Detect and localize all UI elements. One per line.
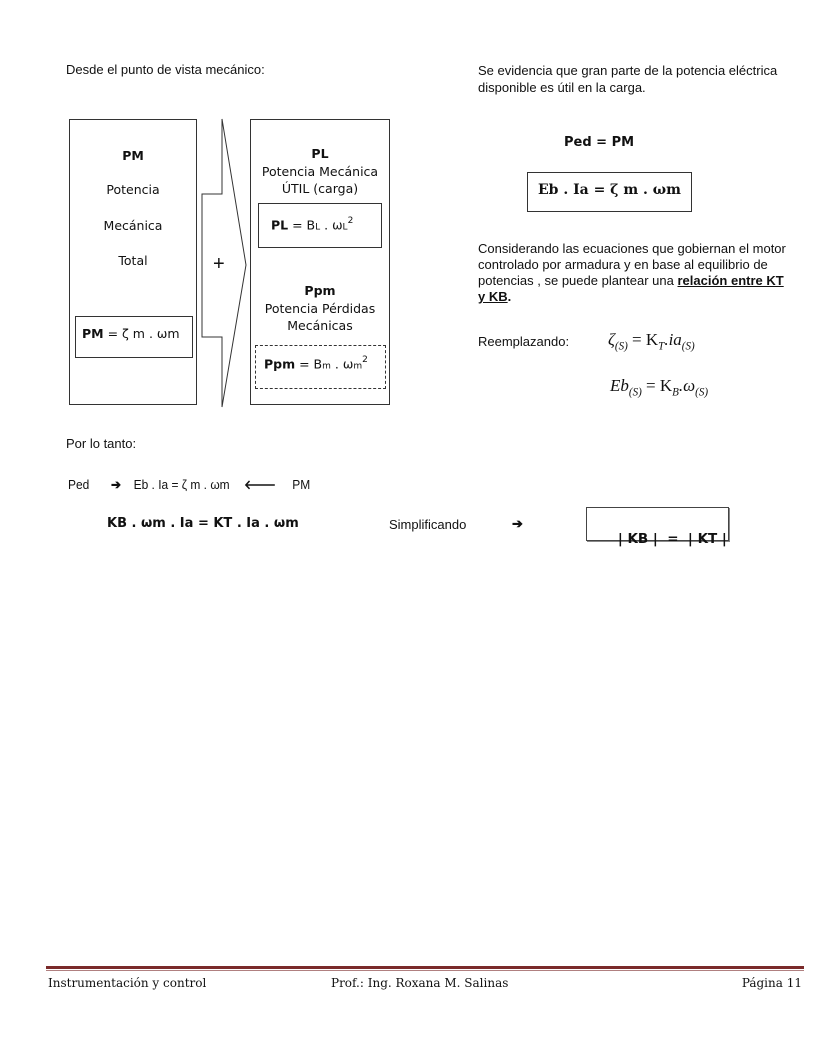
pm-line: Total — [118, 253, 148, 268]
chain-ped: Ped — [68, 477, 90, 492]
ppm-eq-sub: m — [353, 361, 363, 372]
ppm-equation-box — [255, 345, 386, 389]
pm-equation-box — [75, 316, 193, 358]
ppm-title: Ppm — [304, 283, 336, 298]
pl-equation-box — [258, 203, 382, 248]
reemplazando-label: Reemplazando: — [478, 334, 570, 349]
relacion-end: . — [507, 289, 512, 304]
considerando-text: Considerando las ecuaciones que gobiernan el motor controlado por armadura y en base al equilibrio de potencias , se puede plantear una — [478, 241, 786, 288]
considerando-paragraph — [478, 241, 793, 305]
ppm-line: Potencia Pérdidas — [264, 301, 376, 316]
ppm-eq-part: . ω — [330, 356, 354, 372]
ppm-eq-sup: 2 — [362, 355, 368, 365]
kb-equation: KB . ωm . Ia = KT . Ia . ωm — [107, 516, 299, 531]
ped-equals-pm: Ped = PM — [564, 135, 635, 150]
result-box — [586, 507, 729, 547]
ppm-eq-label: Ppm — [264, 356, 296, 372]
ppm-eq-part: = B — [295, 356, 323, 372]
pl-eq-sup: 2 — [347, 216, 354, 226]
eq-sub: (S) — [614, 340, 628, 353]
eq-sub: (S) — [681, 340, 695, 353]
footer-rule-thin — [46, 970, 804, 971]
eq-sub: (S) — [695, 386, 709, 399]
pm-box — [69, 119, 197, 405]
eb-equation-box — [527, 172, 692, 212]
pm-eq-rest: = ζ m . ωm — [103, 326, 180, 341]
relacion-text: relación entre KT y KB — [478, 273, 784, 304]
chain-pm: PM — [292, 477, 311, 492]
left-intro: Desde el punto de vista mecánico: — [66, 62, 265, 77]
eq-part: = K — [641, 376, 673, 395]
arrow-left-icon: 🡐 — [244, 477, 277, 492]
pl-ppm-box — [250, 119, 390, 405]
back-emf-equation — [610, 376, 708, 398]
pm-line: Potencia — [106, 182, 160, 197]
ppm-line: Mecánicas — [287, 318, 353, 333]
footer-author: Prof.: Ing. Roxana M. Salinas — [331, 976, 509, 990]
footer-course: Instrumentación y control — [48, 976, 207, 990]
torque-equation — [608, 330, 695, 352]
eq-part: .ia — [664, 330, 682, 349]
right-intro: Se evidencia que gran parte de la potencia eléctrica disponible es útil en la carga. — [478, 63, 778, 95]
eq-sub: T — [658, 340, 665, 353]
eq-part: ζ — [608, 330, 615, 349]
result-equation: | KB | = | KT | — [617, 531, 727, 547]
eq-sub: B — [672, 386, 679, 399]
eq-part: Eb — [610, 376, 629, 395]
pl-line: ÚTIL (carga) — [281, 181, 359, 196]
pl-eq-sub: L — [342, 222, 348, 233]
eq-sub: (S) — [628, 386, 642, 399]
chain-equation — [68, 477, 310, 493]
pm-line: Mecánica — [103, 218, 163, 233]
footer-rule — [46, 966, 804, 969]
pm-title: PM — [122, 148, 144, 163]
arrow-right-icon: ➔ — [111, 477, 122, 492]
pl-eq-label: PL — [271, 217, 289, 233]
pm-eq-label: PM — [82, 326, 104, 341]
footer-page-number: Página 11 — [741, 976, 802, 990]
eq-part: .ω — [678, 376, 696, 395]
pl-title: PL — [311, 146, 329, 161]
pl-eq-part: = B — [288, 217, 316, 233]
chain-eq: Eb . Ia = ζ m . ωm — [133, 477, 230, 492]
pl-eq-part: . ω — [320, 217, 343, 233]
eb-equation: Eb . Ia = ζ m . ωm — [538, 182, 681, 198]
pl-line: Potencia Mecánica — [261, 164, 379, 179]
arrow-shape — [200, 117, 250, 409]
plus-sign: + — [213, 253, 225, 275]
ppm-eq-sub: m — [322, 361, 331, 372]
arrow-right-icon: ➔ — [512, 516, 523, 531]
por-lo-tanto: Por lo tanto: — [66, 436, 137, 451]
pl-eq-sub: L — [315, 222, 321, 233]
eq-part: = K — [627, 330, 659, 349]
simplificando-label: Simplificando — [389, 517, 467, 532]
